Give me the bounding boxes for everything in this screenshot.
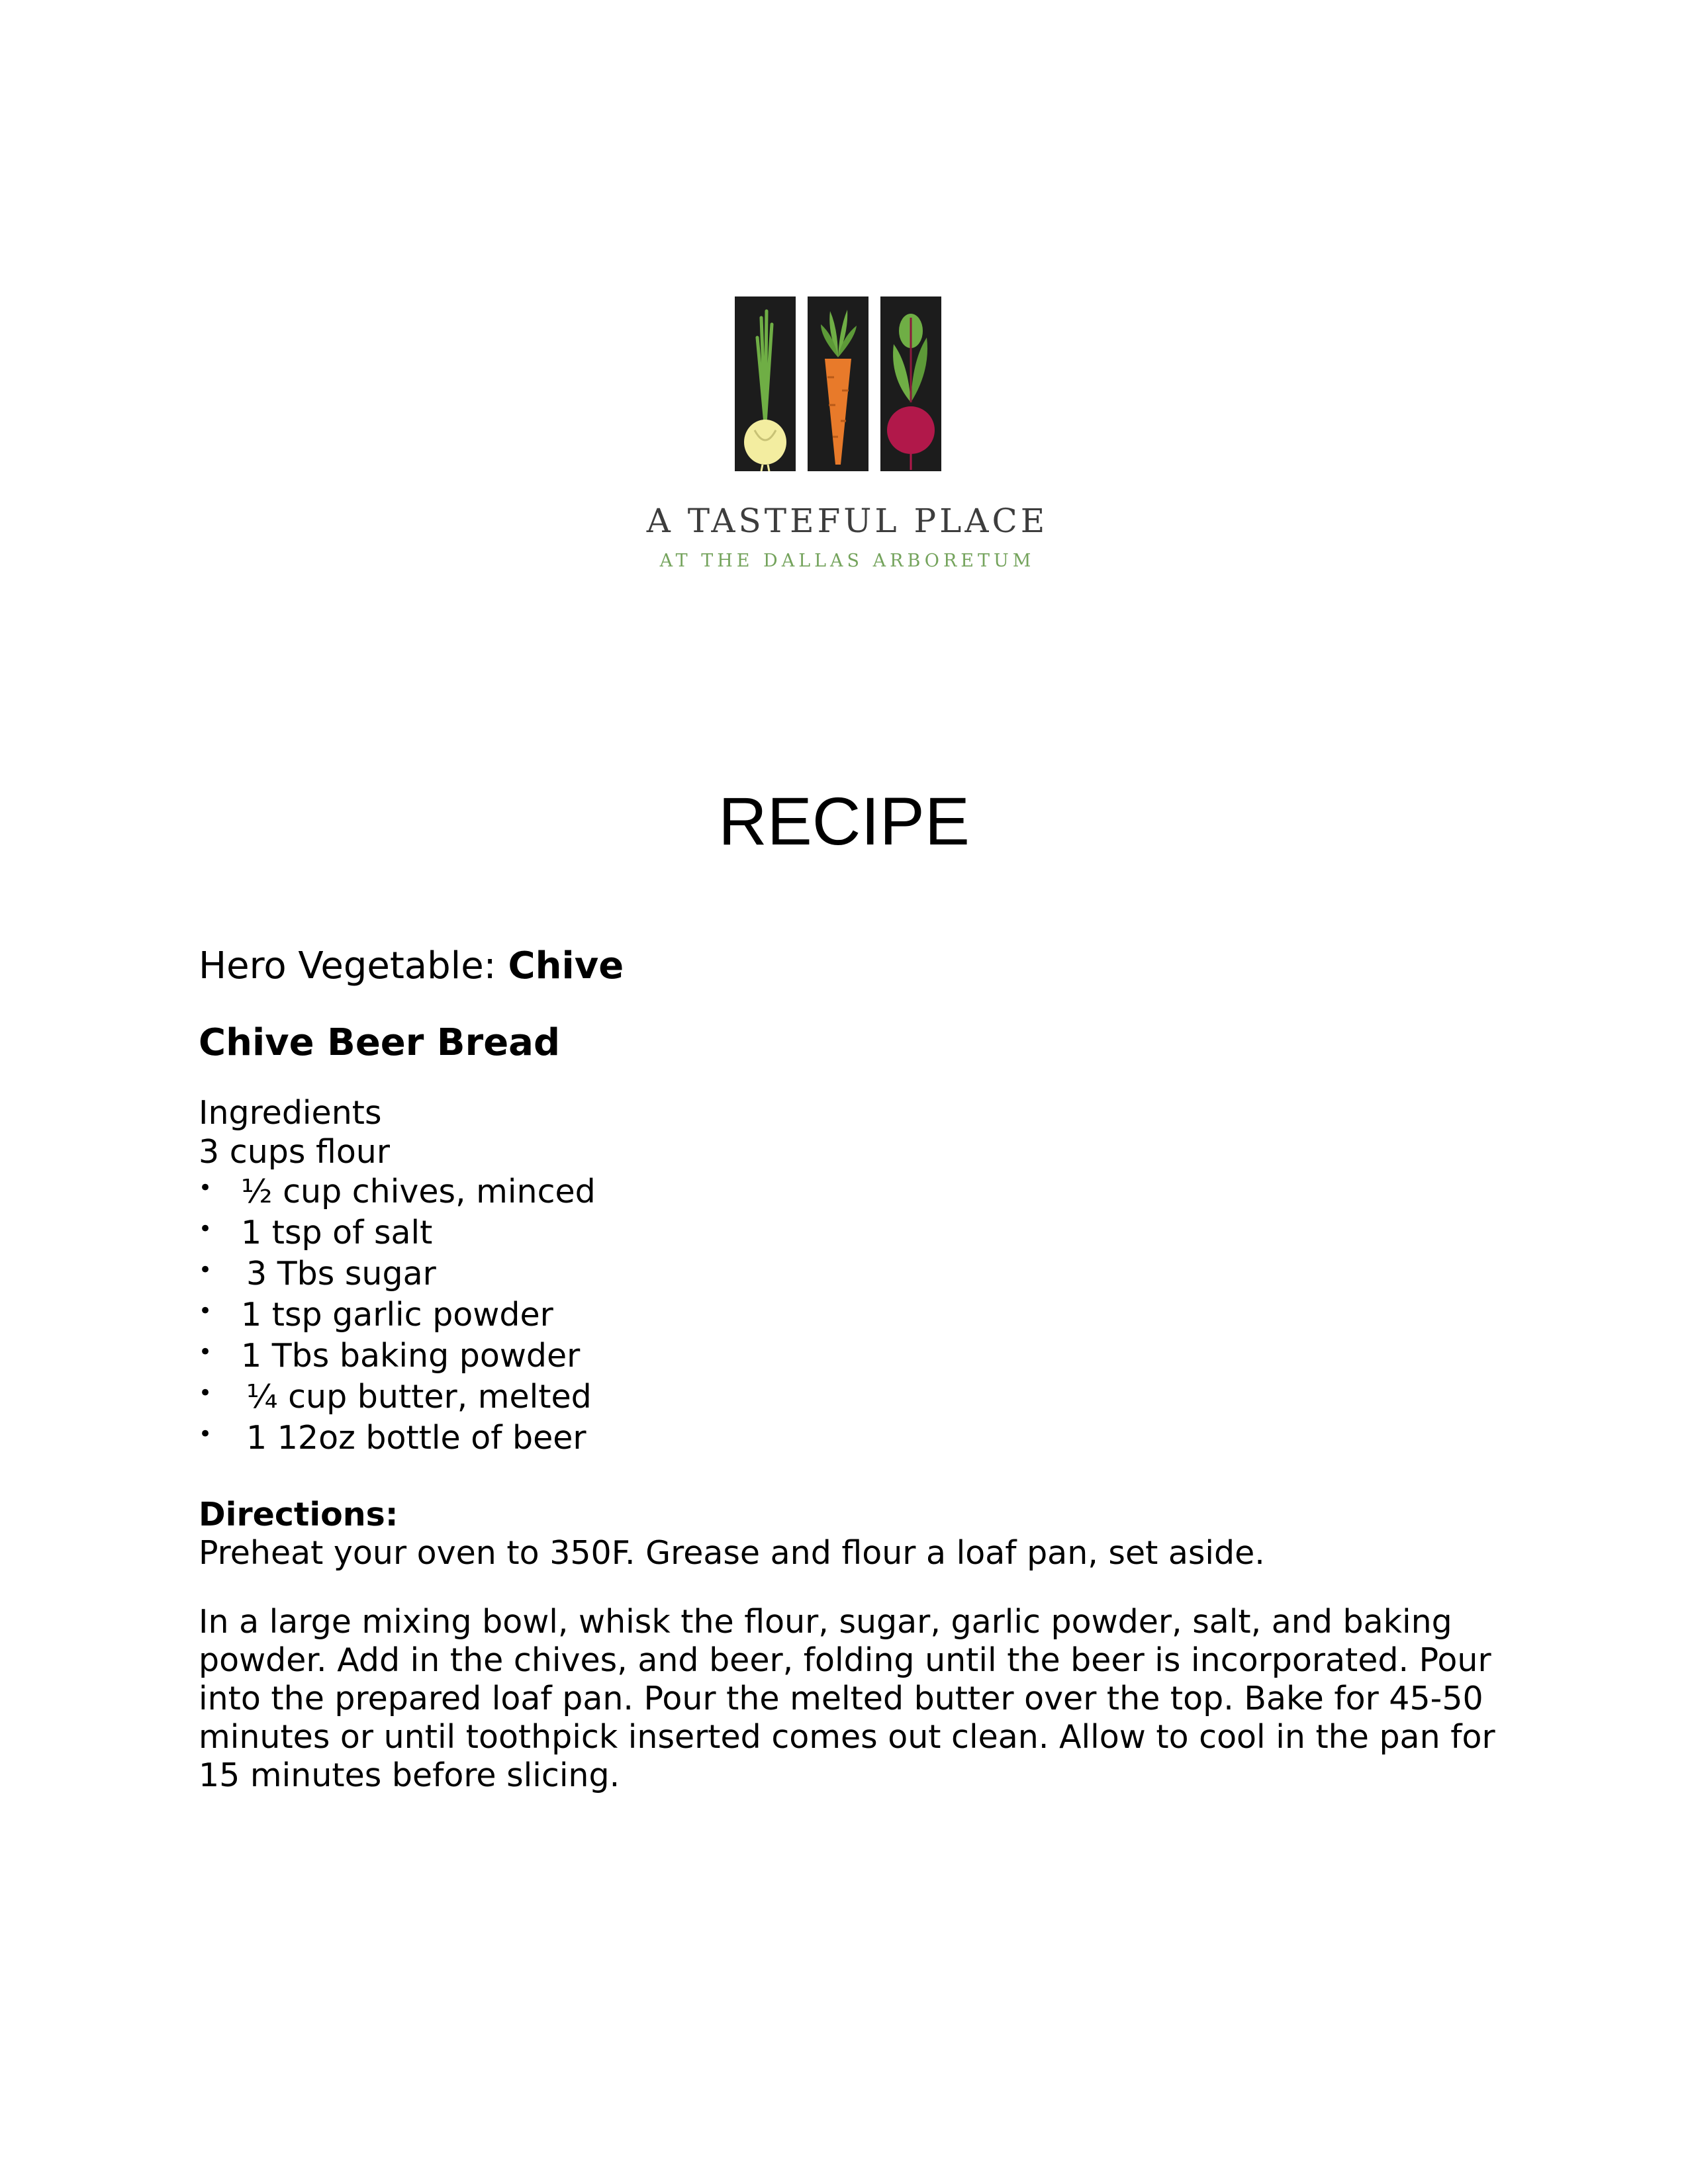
recipe-name: Chive Beer Bread [199, 1021, 561, 1064]
bullet-icon: • [199, 1175, 212, 1201]
hero-vegetable-value: Chive [508, 944, 624, 987]
recipe-content [199, 940, 1523, 1795]
bullet-icon: • [199, 1298, 212, 1324]
logo-name: A TASTEFUL PLACE [646, 502, 1049, 540]
ingredient-text: 1 tsp of salt [241, 1214, 433, 1251]
list-item [199, 1212, 1523, 1253]
ingredient-list [199, 1171, 1523, 1459]
bullet-icon: • [199, 1421, 212, 1447]
hero-vegetable-label: Hero Vegetable: [199, 944, 496, 987]
direction-paragraph: In a large mixing bowl, whisk the flour, sugar, garlic powder, salt, and baking powder. Add in the chives, and beer, folding until the beer is incorporated. Pour into the prepared loaf pan. Pour the melted butter over the top. Bake for 45-50 minutes or until toothpick inserted comes out clean. Allow to cool in the pan for 15 minutes before slicing. [199, 1603, 1495, 1794]
list-item [199, 1336, 1523, 1377]
logo-vegetables-icon [728, 291, 947, 477]
list-item [199, 1418, 1523, 1459]
list-item [199, 1171, 1523, 1212]
hero-vegetable [199, 940, 1523, 993]
list-item [199, 1295, 1523, 1336]
list-item [199, 1253, 1523, 1295]
directions-heading: Directions: [199, 1496, 399, 1533]
ingredient-first-line: 3 cups flour [199, 1133, 390, 1171]
bullet-icon: • [199, 1257, 212, 1283]
ingredient-text: 1 tsp garlic powder [241, 1296, 553, 1334]
bullet-icon: • [199, 1216, 212, 1242]
ingredient-text: ½ cup chives, minced [241, 1173, 596, 1210]
logo-subtitle: AT THE DALLAS ARBORETUM [659, 551, 1035, 571]
bullet-icon: • [199, 1380, 212, 1406]
ingredients-heading: Ingredients [199, 1094, 382, 1132]
page-title: RECIPE [718, 784, 970, 859]
ingredient-text: 3 Tbs sugar [246, 1255, 436, 1293]
list-item [199, 1377, 1523, 1418]
bullet-icon: • [199, 1339, 212, 1365]
ingredient-text: 1 Tbs baking powder [241, 1337, 581, 1375]
ingredient-text: ¼ cup butter, melted [246, 1378, 592, 1416]
direction-paragraph: Preheat your oven to 350F. Grease and flour a loaf pan, set aside. [199, 1534, 1265, 1572]
ingredient-text: 1 12oz bottle of beer [246, 1419, 586, 1457]
